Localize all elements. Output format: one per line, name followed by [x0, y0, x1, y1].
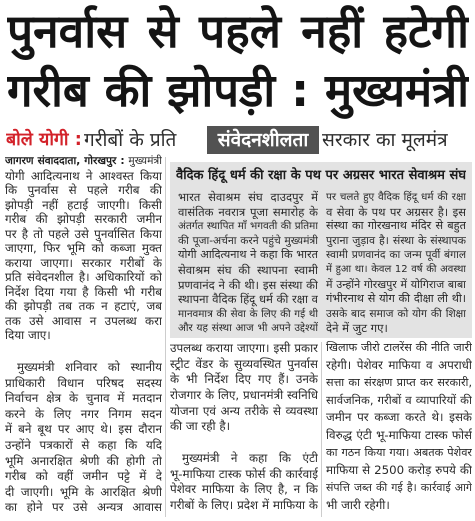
sidebar-box: [170, 162, 472, 338]
text-line: और यह संस्था आज भी अपने उद्देश्यों: [178, 322, 318, 335]
text-line: उसके बाद समाज को योग की शिक्षा: [326, 307, 466, 320]
text-line: सार्वजनिक, गरीबों व व्यापारियों की: [326, 392, 472, 407]
text-line: मानवमात्र की सेवा के लिए की गई थी: [178, 307, 318, 320]
text-line: में बने बूथ पर आए थे। इस दौरान: [5, 422, 162, 437]
text-line: स्थापना वैदिक हिंदू धर्म की रक्षा व: [178, 292, 318, 307]
text-line: सेवाश्रम संघ की स्थापना स्वामी: [178, 262, 318, 277]
text-line: संपत्ति जब्त की गई है। कार्रवाई आगे: [326, 481, 472, 494]
text-line: गरीब को वहीं जमीन पट्टे में दे: [5, 469, 162, 484]
story-column-1-paragraph-2: [5, 360, 162, 516]
text-line: झोपड़ी नहीं हटाई जाएगी। किसी: [5, 197, 162, 212]
subheadline-highlight: संवेदनशीलता: [207, 126, 319, 154]
text-line: उपलब्ध कराया जाएगा। इसी प्रकार: [170, 341, 318, 355]
text-line: उन्होंने पत्रकारों से कहा कि यदि: [5, 437, 162, 452]
text-line: रहेगी। पेशेवर माफिया व अपराधी: [326, 357, 472, 372]
sidebar-box-column-1: [178, 190, 318, 336]
text-line: खिलाफ जीरो टालरेंस की नीति जारी: [326, 341, 472, 354]
text-line: भू-माफिया टास्क फोर्स की कार्रवाई: [170, 466, 318, 481]
text-line: कराया जाएगा। सरकार गरीबों के: [5, 255, 162, 270]
text-line: योगी आदित्यनाथ ने कहा कि भारत: [178, 248, 318, 262]
text-line: पुराना जुड़ाव है। संस्था के संस्थापक: [326, 233, 466, 247]
text-line: करने के लिए नगर निगम सदन: [5, 406, 162, 421]
text-line: मुख्यमंत्री शनिवार को स्थानीय: [17, 360, 162, 374]
text-line: प्रति संवेदनशील है। अधिकारियों को: [5, 270, 162, 284]
text-line: पर चलते हुए वैदिक हिंदू धर्म की रक्षा: [326, 191, 466, 203]
text-line: कि पुनर्वास से पहले गरीब की: [5, 183, 162, 197]
text-line: गंभीरनाथ से योग की दीक्षा ली थी।: [326, 292, 466, 306]
text-line: पर है तो पहले उसे पुनर्वासित किया: [5, 226, 162, 241]
text-line: में हुआ था। केवल 12 वर्ष की अवस्था: [326, 263, 466, 275]
text-line: सत्ता का संरक्षण प्राप्त कर सरकारी,: [326, 376, 472, 389]
lead-text: मुख्यमंत्री: [128, 155, 162, 167]
story-column-1-paragraph-1: [5, 154, 162, 343]
text-line: प्राधिकारी विधान परिषद सदस्य: [5, 375, 162, 390]
text-line: अंतर्गत स्थापित माँ भगवती की प्रतिमा: [178, 220, 318, 233]
text-line: माफिया से 2500 करोड़ रुपये की: [326, 462, 472, 477]
text-line: देने में जुट गए।: [326, 321, 388, 336]
subheadline-prefix: बोले योगी :: [6, 129, 82, 150]
text-line: पेशेवर माफिया के लिए है, न कि: [170, 482, 318, 497]
text-line: निर्वाचन क्षेत्र के चुनाव में मतदान: [5, 391, 162, 406]
text-line: व सेवा के पथ पर अग्रसर है। इस: [326, 204, 466, 219]
subheadline-suffix: सरकार का मूलमंत्र: [322, 129, 448, 151]
column-divider: [321, 342, 322, 517]
headline-line-1: पुनर्वास से पहले नहीं हटेगी: [7, 4, 469, 58]
story-column-3-paragraph-1: [326, 339, 472, 514]
text-line: तक उसे आवास न उपलब्ध करा: [5, 313, 162, 328]
text-line: वासंतिक नवरात्र पूजा समारोह के: [178, 204, 318, 219]
text-line: जाएगा, फिर भूमि को कब्जा मुक्त: [5, 241, 162, 255]
text-line: दिया जाए।: [5, 328, 51, 342]
story-column-2-paragraph-1: [170, 341, 318, 435]
subheadline-text: गरीबों के प्रति: [84, 129, 177, 151]
text-line: भारत सेवाश्रम संघ दाउदपुर में: [178, 190, 318, 204]
text-line: योगी आदित्यनाथ ने आश्वस्त किया: [5, 168, 162, 183]
text-line: निर्देश दिया गया है किसी भी गरीब: [5, 284, 162, 299]
text-line: भी जारी रहेगी।: [326, 497, 390, 512]
text-line: प्रणवानंद ने की थी। इस संस्था की: [178, 277, 318, 292]
text-line: में उन्होंने गोरखपुर में योगिराज बाबा: [326, 277, 466, 291]
text-line: की जा रही है।: [170, 419, 231, 434]
story-column-2-paragraph-2: [170, 451, 318, 514]
text-line: का गठन किया गया। अबतक पेशेवर: [326, 446, 472, 459]
sidebar-box-column-2: [326, 190, 466, 336]
text-line: मुख्यमंत्री ने कहा कि एंटी: [182, 451, 318, 465]
text-line: का होने पर उसे अन्यत्र आवास: [5, 500, 162, 515]
text-line: के भी निर्देश दिए गए हैं। उनके: [170, 372, 318, 387]
headline-line-2: गरीब की झोपड़ी : मुख्यमंत्री: [7, 64, 469, 117]
text-line: गरीब की झोपड़ी सरकारी जमीन: [5, 212, 162, 226]
text-line: विरुद्ध एंटी भू-माफिया टास्क फोर्स: [326, 427, 472, 442]
text-line: स्वामी प्रणवानंद का जन्म पूर्वी बंगाल: [326, 249, 466, 262]
text-line: योजना एवं अन्य तरीके से व्यवस्था: [170, 403, 318, 418]
text-line: की पूजा-अर्चना करने पहुंचे मुख्यमंत्री: [178, 234, 318, 247]
text-line: गरीबों के लिए। प्रदेश में माफिया के: [170, 498, 318, 513]
byline-line: [5, 154, 162, 169]
text-line: संस्था का गोरखनाथ मंदिर से बहुत: [326, 219, 466, 233]
text-line: भूमि अनारक्षित श्रेणी की होगी तो: [5, 453, 162, 468]
text-line: जमीन पर कब्जा करते थे। इसके: [326, 410, 472, 424]
text-line: की झोपड़ी तब तक न हटाएं, जब: [5, 299, 162, 313]
sidebar-box-title: वैदिक हिंदू धर्म की रक्षा के पथ पर अग्रसर भारत सेवाश्रम संघ: [176, 168, 466, 183]
column-divider: [165, 157, 166, 517]
byline: जागरण संवाददाता, गोरखपुर :: [5, 155, 125, 167]
text-line: दी जाएगी। भूमि के आरक्षित श्रेणी: [5, 484, 162, 499]
text-line: रोजगार के लिए, प्रधानमंत्री स्वनिधि: [170, 388, 318, 403]
text-line: स्ट्रीट वेंडर के सुव्यवस्थित पुनर्वास: [170, 356, 318, 371]
